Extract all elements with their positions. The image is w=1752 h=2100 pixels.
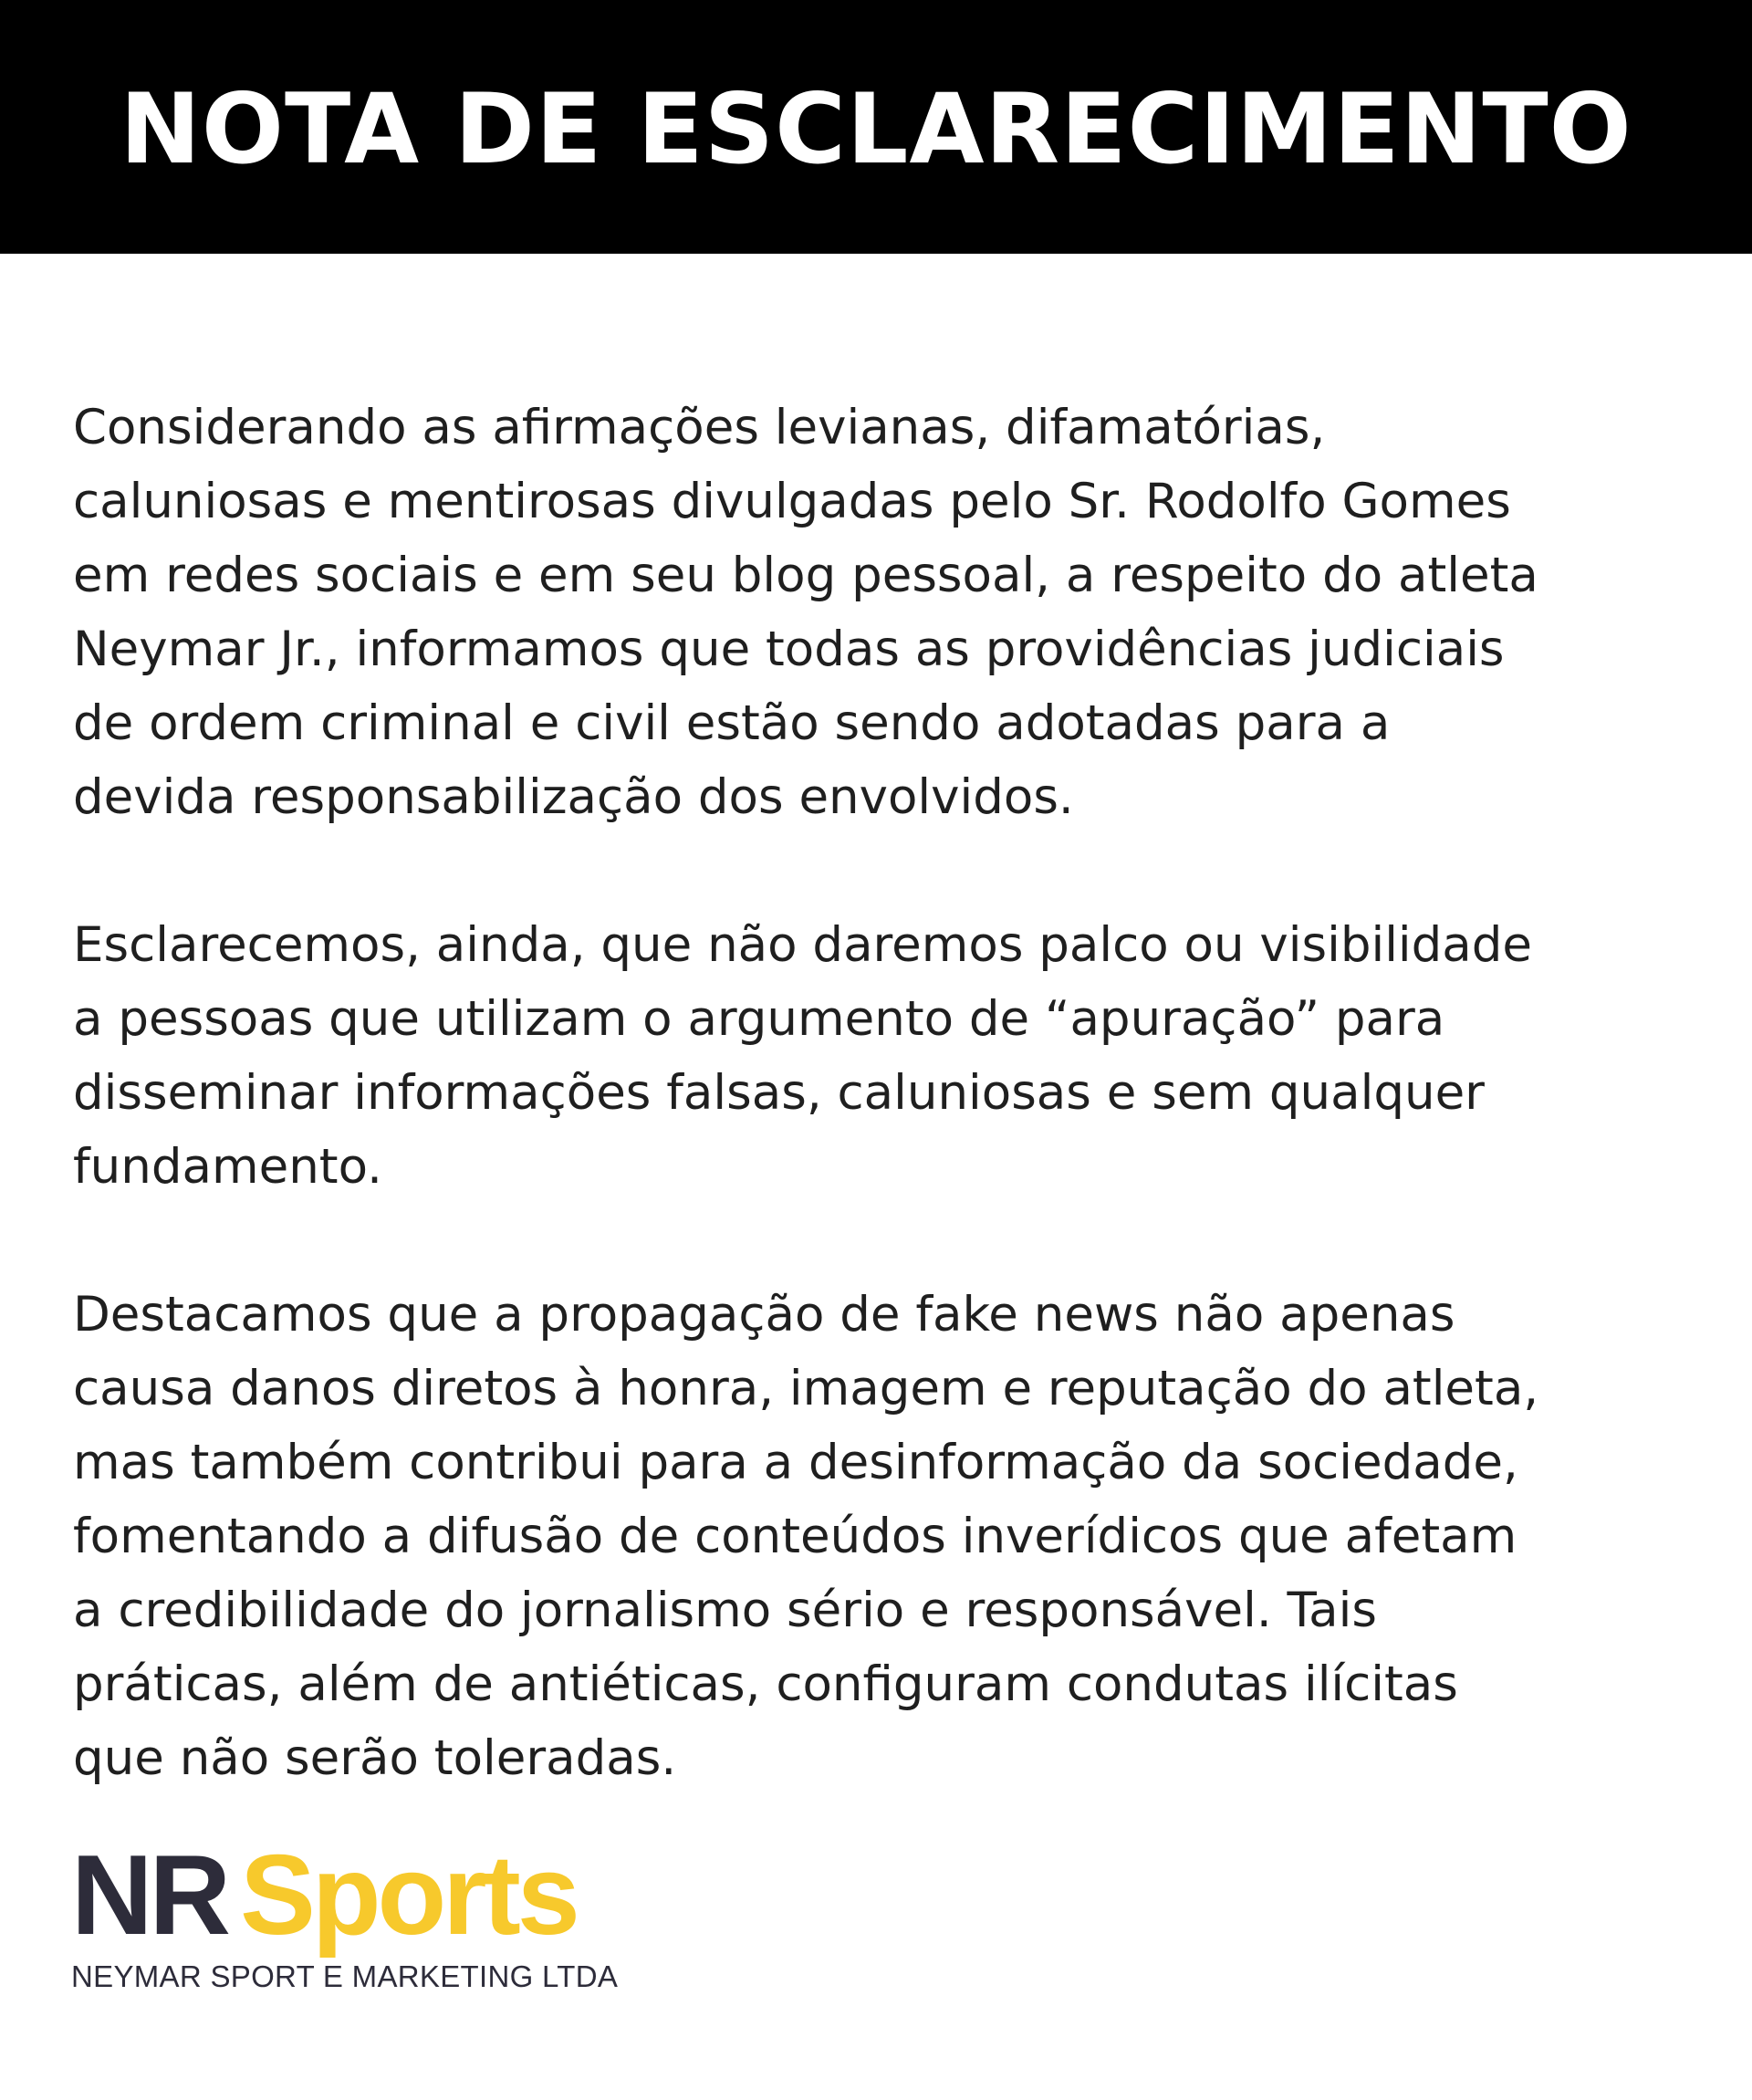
text-line: que não serão toleradas. [73,1730,677,1786]
page-title: NOTA DE ESCLARECIMENTO [120,73,1632,185]
text-line: Destacamos que a propagação de fake news não apenas [73,1287,1455,1343]
text-line: caluniosas e mentirosas divulgadas pelo Sr. Rodolfo Gomes [73,474,1511,529]
text-line: disseminar informações falsas, caluniosas e sem qualquer [73,1065,1485,1121]
text-line: fundamento. [73,1139,382,1195]
statement-body [73,391,1697,1795]
text-line: a credibilidade do jornalismo sério e responsável. Tais [73,1583,1377,1638]
text-line: devida responsabilização dos envolvidos. [73,769,1074,825]
text-line: em redes sociais e em seu blog pessoal, a respeito do atleta [73,548,1538,603]
logo-mark [71,1833,619,1959]
logo-mark-sports: Sports [240,1833,577,1959]
logo-tagline: NEYMAR SPORT E MARKETING LTDA [71,1959,619,1993]
text-line: Considerando as afirmações levianas, difamatórias, [73,400,1326,455]
text-line: a pessoas que utilizam o argumento de “apuração” para [73,991,1445,1047]
text-line: fomentando a difusão de conteúdos inverídicos que afetam [73,1509,1517,1564]
text-line: causa danos diretos à honra, imagem e reputação do atleta, [73,1361,1539,1416]
nr-sports-logo [71,1833,619,2003]
text-line: mas também contribui para a desinformação da sociedade, [73,1435,1518,1490]
text-line: práticas, além de antiéticas, configuram condutas ilícitas [73,1656,1458,1712]
text-line: Neymar Jr., informamos que todas as providências judiciais [73,622,1505,677]
text-line: de ordem criminal e civil estão sendo adotadas para a [73,695,1391,751]
text-line: Esclarecemos, ainda, que não daremos palco ou visibilidade [73,917,1533,973]
paragraph-1 [73,391,1697,834]
paragraph-2 [73,908,1697,1204]
paragraph-3 [73,1278,1697,1795]
logo-mark-nr: NR [71,1833,228,1959]
header-band [0,0,1752,254]
